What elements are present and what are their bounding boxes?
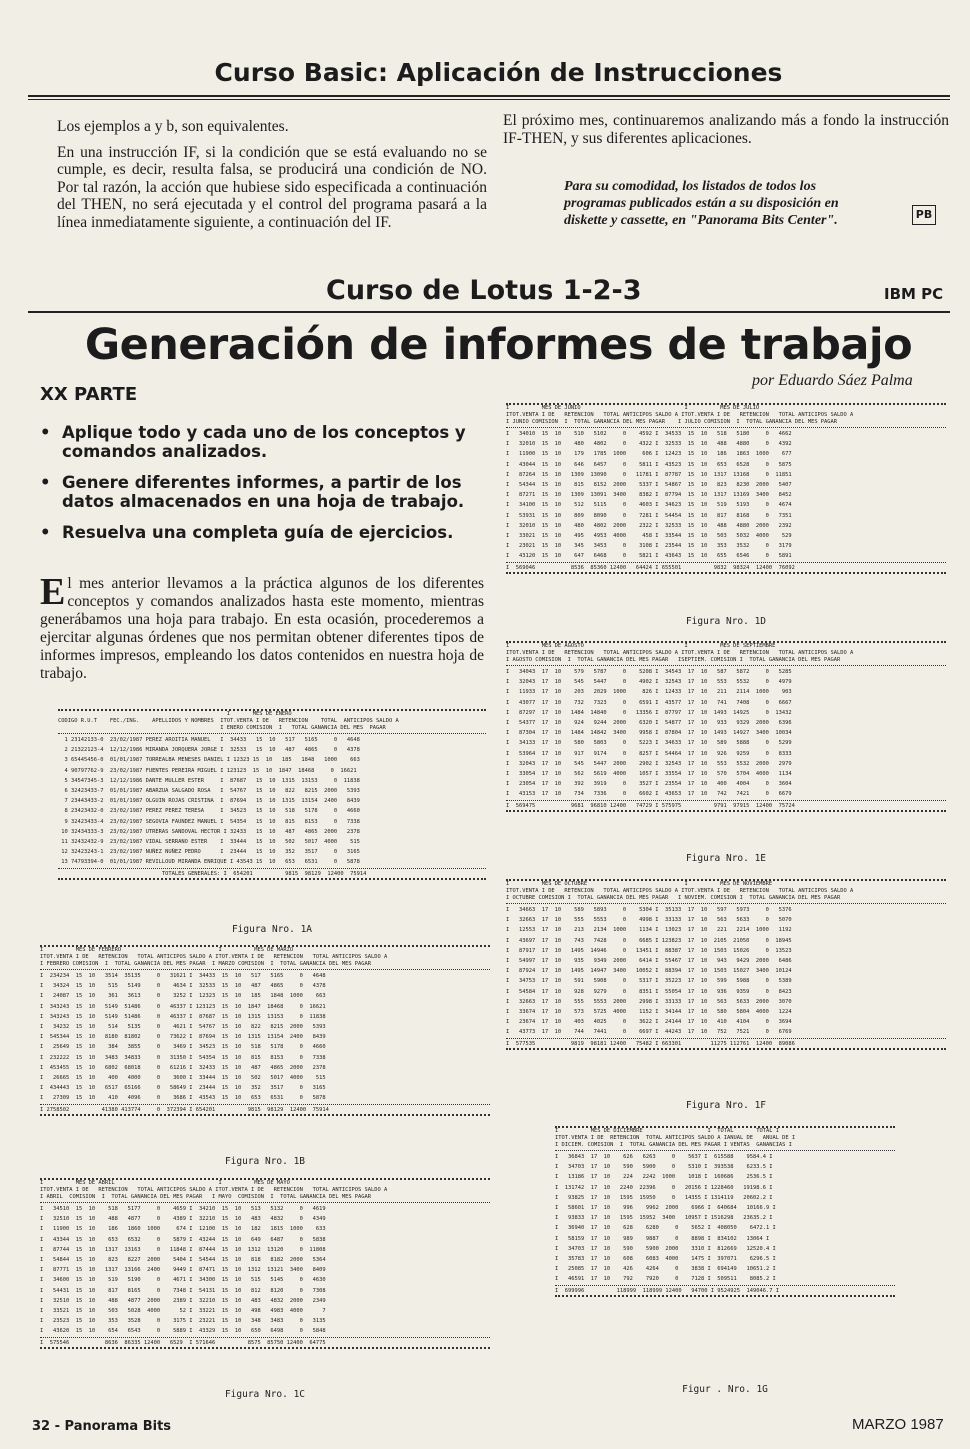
- table-row: I 24087 15 10 361 3613 0 3252 I 12323 15 10 185 1848 1000 663: [40, 993, 326, 1000]
- pb-logo: PB: [912, 205, 936, 225]
- table-row: I 32663 17 10 555 5553 0 4998 I 33133 17 10 563 5633 0 5070: [506, 917, 792, 924]
- table-separator: [555, 1285, 895, 1286]
- table-row: I 87264 15 10 1309 13090 0 11781 I 87787 15 10 1317 13168 0 11851: [506, 471, 792, 478]
- table-row: I 33674 17 10 573 5725 4000 1152 I 34144 17 10 580 5804 4000 1224: [506, 1008, 792, 1015]
- table-header-line: ITOT.VENTA I DE RETENCION TOTAL ANTICIPOS SALDO A ITOT.VENTA I DE RETENCION TOTAL ANTICIPOS SALDO A: [506, 412, 854, 418]
- table-separator: [58, 868, 486, 869]
- table-row: I 53964 17 10 917 9174 0 8257 I 54464 17 10 926 9259 0 8333: [506, 750, 792, 757]
- table-row: I 87297 17 10 1484 14840 0 13356 I 87797 17 10 1493 14925 0 13432: [506, 709, 792, 716]
- table-row: I 34703 17 10 590 5900 0 5310 I 393538 6233.5 I: [555, 1164, 773, 1171]
- table-row: I 58601 17 10 996 9962 2000 6966 I 640684 10166.9 I: [555, 1204, 776, 1211]
- table-header-line: I MES DE DICIEMBRE I TOTAL TOTAL I: [555, 1128, 779, 1134]
- table-row: I 34232 15 10 514 5135 0 4621 I 54767 15 10 822 8215 2000 5393: [40, 1023, 326, 1030]
- table-row: I 54997 17 10 935 9349 2000 6414 I 55467 17 10 943 9429 2000 6486: [506, 957, 792, 964]
- table-row: I 43077 17 10 732 7323 0 6591 I 43577 17 10 741 7408 0 6667: [506, 699, 792, 706]
- basic-left-column: [57, 118, 487, 239]
- table-total-row: I 2758502 41380 413774 0 372394 I 654201 9815 98129 12400 75914: [40, 1107, 329, 1114]
- table-total-row: I 577535 9819 98181 12400 75482 I 663301 11275 112761 12400 89086: [506, 1041, 795, 1048]
- intro-paragraph: [40, 571, 484, 683]
- table-header-line: I MES DE OCTUBRE I MES DE NOVIEMBRE: [506, 881, 773, 887]
- table-separator: [40, 1337, 490, 1338]
- table-row: I 43697 17 10 743 7428 0 6685 I 123823 17 10 2105 21050 0 18945: [506, 937, 792, 944]
- table-separator: [40, 1202, 490, 1203]
- basic-right-paragraph: El próximo mes, continuaremos analizando más a fondo la instrucción IF-THEN, y sus diferentes aplicaciones.: [503, 112, 949, 147]
- bullet-item: • Aplique todo y cada uno de los conceptos y comandos analizados.: [40, 423, 466, 461]
- figure-table-1d: [506, 403, 946, 574]
- table-row: I 34703 17 10 590 5900 2000 3310 I 812669 12520.4 I: [555, 1245, 776, 1252]
- table-row: I 34133 17 10 580 5803 0 5223 I 34633 17 10 589 5888 0 5299: [506, 740, 792, 747]
- table-header-line: I DICIEM. COMISION I TOTAL GANANCIA DEL MES PAGAR I VENTAS GANANCIAS I: [555, 1142, 792, 1148]
- table-row: I 34010 15 10 510 5102 0 4592 I 34533 15 10 518 5180 0 4662: [506, 431, 792, 437]
- table-total-row: I 569046 8536 85360 12400 64424 I 655501 9832 98324 12400 76092: [506, 565, 795, 572]
- figure-table-1e: [506, 641, 946, 812]
- basic-header-rule-bottom: [28, 99, 950, 100]
- table-row: I 36940 17 10 628 6280 0 5652 I 408050 6472.1 I: [555, 1225, 776, 1232]
- bullet-item: • Genere diferentes informes, a partir de los datos almacenados en una hoja de trabajo.: [40, 473, 465, 511]
- table-separator: [40, 969, 490, 970]
- table-row: I 43620 15 10 654 6543 0 5889 I 43329 15 10 650 6498 0 5848: [40, 1328, 326, 1335]
- table-row: I 54344 15 10 815 8152 2000 5337 I 54867 15 10 823 8230 2000 5407: [506, 481, 792, 488]
- table-separator: [506, 800, 946, 801]
- table-row: I 34043 17 10 579 5787 0 5208 I 34543 17 10 587 5872 0 5285: [506, 669, 792, 675]
- intro-text: l mes anterior llevamos a la práctica algunos de los diferentes conceptos y comandos analizados hasta este momento, mientras generábamos una hoja para trabajo. En esta ocasión, procederemos a ejercitar algunas órdenes que nos permitan obtener diferentes tipos de informes impresos, empleando los datos contenidos en nuestra hoja de trabajo.: [40, 575, 484, 682]
- basic-header-rule-top: [28, 95, 950, 97]
- table-row: I 232222 15 10 3483 34833 0 31350 I 54354 15 10 815 8153 0 7338: [40, 1054, 326, 1061]
- table-row: I 23021 15 10 345 3453 0 3108 I 23544 15 10 353 3532 0 3179: [506, 543, 792, 550]
- table-row: 2 21322123-4 12/12/1986 MIRANDA JORQUERA JORGE I 32533 15 10 487 4865 0 4378: [58, 747, 360, 754]
- table-row: I 87924 17 10 1495 14947 3400 10052 I 88394 17 10 1503 15027 3400 10124: [506, 968, 792, 975]
- table-row: I 13186 17 10 224 2242 1000 1018 I 160686 2536.5 I: [555, 1174, 773, 1181]
- diskette-note: Para su comodidad, los listados de todos los programas publicados están a su disposición en diskette y cassette, en "Panorama Bits Center".: [564, 179, 839, 228]
- table-row: I 54431 15 10 817 8165 0 7348 I 54131 15 10 812 8120 0 7308: [40, 1287, 326, 1294]
- table-separator: [58, 733, 486, 734]
- figure-table-1b: [40, 945, 490, 1116]
- table-row: 6 32423433-7 01/01/1987 ABARZUA SALGADO ROSA I 54767 15 10 822 8215 2000 5393: [58, 787, 360, 794]
- lotus-header: Curso de Lotus 1-2-3: [326, 275, 642, 306]
- figure-caption-1b: Figura Nro. 1B: [224, 1156, 306, 1167]
- footer-left: 32 - Panorama Bits: [32, 1419, 172, 1434]
- table-row: I 25085 17 10 426 4264 0 3838 I 694149 10651.2 I: [555, 1266, 776, 1273]
- table-separator: [555, 1150, 895, 1151]
- figure-caption-1d: Figura Nro. 1D: [685, 616, 767, 627]
- table-row: I 36843 17 10 626 6263 0 5637 I 615588 9584.4 I: [555, 1154, 773, 1160]
- table-separator: [506, 903, 946, 904]
- figure-caption-1g: Figur . Nro. 1G: [682, 1384, 768, 1395]
- table-header-line: I OCTUBRE COMISION I TOTAL GANANCIA DEL MES PAGAR I NOVIEM. COMISION I TOTAL GANANCIA DEL MES PAGAR: [506, 895, 841, 901]
- lotus-header-rule: [28, 311, 950, 313]
- table-row: I 545344 15 10 8180 81802 0 73622 I 87694 15 10 1315 13154 2400 8439: [40, 1034, 326, 1041]
- figure-table-1g: [555, 1126, 895, 1297]
- table-row: I 32010 15 10 480 4802 0 4322 I 32533 15 10 488 4880 0 4392: [506, 441, 792, 448]
- table-total-row: I 699996 118999 118999 12400 94700 I 9524925 149046.7 I: [555, 1288, 779, 1295]
- table-row: I 46591 17 10 792 7920 0 7128 I 509511 8085.2 I: [555, 1276, 776, 1283]
- table-row: I 23674 17 10 403 4025 0 3622 I 24144 17 10 410 4104 0 3694: [506, 1019, 792, 1026]
- table-separator: [506, 665, 946, 666]
- author-byline: por Eduardo Sáez Palma: [752, 372, 913, 389]
- table-header-line: I MES DE FEBRERO I MES DE MARZO: [40, 947, 294, 953]
- table-row: I 34600 15 10 519 5190 0 4671 I 34300 15 10 515 5145 0 4630: [40, 1277, 326, 1284]
- table-row: I 234234 15 10 3514 35135 0 31621 I 34433 15 10 517 5165 0 4648: [40, 973, 326, 979]
- table-row: I 33021 15 10 495 4953 4000 458 I 33544 15 10 503 5032 4000 529: [506, 532, 792, 539]
- table-row: I 87771 15 10 1317 13166 2400 9449 I 87471 15 10 1312 13121 3400 8409: [40, 1267, 326, 1274]
- table-row: I 87271 15 10 1309 13091 3400 8382 I 87794 15 10 1317 13169 3400 8452: [506, 492, 792, 499]
- table-row: I 34510 15 10 518 5177 0 4659 I 34210 15 10 513 5132 0 4619: [40, 1206, 326, 1212]
- table-row: I 33521 15 10 503 5028 4000 52 I 33221 15 10 498 4983 4000 7: [40, 1307, 326, 1314]
- table-row: I 27309 15 10 410 4096 0 3686 I 43543 15 10 653 6531 0 5878: [40, 1095, 326, 1102]
- table-row: I 34753 17 10 591 5908 0 5317 I 35223 17 10 599 5988 0 5389: [506, 978, 792, 985]
- table-row: I 32043 17 10 545 5447 0 4902 I 32543 17 10 553 5532 0 4979: [506, 679, 792, 686]
- basic-header: Curso Basic: Aplicación de Instrucciones: [214, 58, 783, 87]
- table-row: I 87304 17 10 1484 14842 3400 9958 I 87804 17 10 1493 14927 3400 10034: [506, 730, 792, 737]
- table-header-line: I MES DE ENERO: [58, 711, 292, 717]
- table-separator: [506, 427, 946, 428]
- table-row: I 43044 15 10 646 6457 0 5811 I 43523 15 10 653 6528 0 5875: [506, 461, 792, 468]
- table-row: 12 32423243-1 23/02/1987 NUÑEZ NUÑEZ PEDRO I 23444 15 10 352 3517 0 3165: [58, 849, 360, 856]
- table-row: 10 32434333-3 23/02/1987 UTRERAS SANDOVAL HECTOR I 32433 15 10 487 4865 2000 2378: [58, 828, 360, 835]
- table-total-row: TOTALES GENERALES: I 654201 9815 98129 12400 75914: [58, 871, 367, 878]
- table-row: I 131742 17 10 2240 22396 0 20156 I 1228460 19198.6 I: [555, 1184, 773, 1191]
- figure-caption-1e: Figura Nro. 1E: [685, 853, 767, 864]
- table-header-line: ITOT.VENTA I DE RETENCION TOTAL ANTICIPOS SALDO A ITOT.VENTA I DE RETENCION TOTAL ANTICIPOS SALDO A: [40, 1187, 388, 1193]
- table-row: 11 32432432-9 23/02/1987 VIDAL SERRANO ESTER I 33444 15 10 502 5017 4000 515: [58, 838, 360, 845]
- drop-cap: E: [40, 571, 66, 613]
- table-row: I 54844 15 10 823 8227 2000 5404 I 54544 15 10 818 8182 2000 5364: [40, 1256, 326, 1263]
- bullet-list: [40, 423, 490, 554]
- table-row: 5 34547345-3 12/12/1986 DANTE MULLER ESTER I 87687 15 10 1315 13153 0 11838: [58, 777, 360, 784]
- table-row: I 32510 15 10 488 4877 2000 2389 I 32210 15 10 483 4832 2000 2349: [40, 1297, 326, 1304]
- table-row: I 43153 17 10 734 7336 0 6602 I 43653 17 10 742 7421 0 6679: [506, 791, 792, 798]
- table-row: I 53931 15 10 809 8090 0 7281 I 54454 15 10 817 8168 0 7351: [506, 512, 792, 519]
- footer-right: MARZO 1987: [852, 1416, 944, 1433]
- table-row: I 54377 17 10 924 9244 2000 6320 I 54877 17 10 933 9329 2000 6396: [506, 719, 792, 726]
- table-header-line: I JUNIO COMISION I TOTAL GANANCIA DEL MES PAGAR I JULIO COMISION I TOTAL GANANCIA DEL MES PAGAR: [506, 419, 838, 425]
- table-header-line: ITOT.VENTA I DE RETENCION TOTAL ANTICIPOS SALDO A ITOT.VENTA I DE RETENCION TOTAL ANTICIPOS SALDO A: [506, 650, 854, 656]
- table-row: 9 32423433-4 23/02/1987 SEGOVIA FAUNDEZ MANUEL I 54354 15 10 815 8153 0 7338: [58, 818, 360, 825]
- table-row: 13 74793394-0 01/01/1987 REVILLOUD MIRANDA ENRIQUE I 43543 15 10 653 6531 0 5878: [58, 859, 360, 866]
- table-header-line: I MES DE JUNIO I MES DE JULIO: [506, 405, 760, 411]
- table-row: I 43773 17 10 744 7441 0 6697 I 44243 17 10 752 7521 0 6769: [506, 1029, 792, 1036]
- table-row: I 32663 17 10 555 5553 2000 2998 I 33133 17 10 563 5633 2000 3070: [506, 998, 792, 1005]
- table-row: 3 65445456-0 01/01/1987 TORREALBA MENESES DANIEL I 12323 15 10 185 1848 1000 663: [58, 757, 360, 764]
- table-row: I 34663 17 10 589 5893 0 5304 I 35133 17 10 597 5973 0 5376: [506, 907, 792, 913]
- table-row: I 23523 15 10 353 3528 0 3175 I 23221 15 10 348 3483 0 3135: [40, 1318, 326, 1325]
- bullet-item: • Resuelva una completa guía de ejercicios.: [40, 523, 454, 542]
- table-total-row: I 569475 9681 96810 12400 74729 I 575975 9791 97915 12400 75724: [506, 803, 795, 810]
- table-header-line: I MES DE ABRIL I MES DE MAYO: [40, 1180, 290, 1186]
- table-row: 7 23443433-2 01/01/1987 OLGUIN ROJAS CRISTINA I 87694 15 10 1315 13154 2400 8439: [58, 798, 360, 805]
- table-row: I 33054 17 10 562 5619 4000 1057 I 33554 17 10 570 5704 4000 1134: [506, 770, 792, 777]
- table-total-row: I 575546 8636 86335 12400 6529 I 571646 8575 85750 12400 64775: [40, 1340, 326, 1347]
- table-row: I 58159 17 10 989 9887 0 8898 I 834102 13064 I: [555, 1235, 770, 1242]
- table-row: I 34324 15 10 515 5149 0 4634 I 32533 15 10 487 4865 0 4378: [40, 983, 326, 990]
- table-row: I 87917 17 10 1495 14946 0 13451 I 88387 17 10 1503 15026 0 13523: [506, 947, 792, 954]
- table-separator: [506, 562, 946, 563]
- table-row: 8 23423432-0 23/02/1987 PEREZ PEREZ TERESA I 34523 15 10 518 5178 0 4660: [58, 808, 360, 815]
- table-row: I 343243 15 10 5149 51486 0 46337 I 123123 15 10 1847 18468 0 16621: [40, 1003, 326, 1010]
- table-row: I 87744 15 10 1317 13163 0 11848 I 87444 15 10 1312 13120 0 11808: [40, 1246, 326, 1253]
- table-separator: [506, 1038, 946, 1039]
- table-header-line: I ENERO COMISION I TOTAL GANANCIA DEL MES PAGAR: [58, 725, 386, 731]
- table-row: I 26665 15 10 400 4000 0 3600 I 33444 15 10 502 5017 4000 515: [40, 1074, 326, 1081]
- figure-table-1a: [58, 709, 486, 880]
- table-row: I 11933 17 10 203 2029 1000 826 I 12433 17 10 211 2114 1000 903: [506, 689, 792, 696]
- part-label: XX PARTE: [40, 384, 138, 405]
- table-row: I 93825 17 10 1595 15950 0 14355 I 1314119 20602.2 I: [555, 1194, 773, 1201]
- ibm-pc-label: IBM PC: [884, 285, 944, 303]
- figure-caption-1a: Figura Nro. 1A: [231, 924, 313, 935]
- table-header-line: ITOT.VENTA I DE RETENCION TOTAL ANTICIPOS SALDO A IANUAL DE ANUAL DE I: [555, 1135, 796, 1141]
- basic-paragraph-2: En una instrucción IF, si la condición que se está evaluando no se cumple, es decir, resulta falsa, se producirá una condición de NO. Por tal razón, la acción que hubiese sido especificada a continuación del THEN, no será ejecutada y el control del programa pasará a la línea inmediatamente siguiente, a continuación del IF.: [57, 143, 487, 231]
- table-header-line: CODIGO R.U.T FEC./ING. APELLIDOS Y NOMBRES ITOT.VENTA I DE RETENCION TOTAL ANTICIPOS SALDO A: [58, 718, 399, 724]
- table-row: I 93833 17 10 1595 15952 3400 10957 I 1516298 23635.2 I: [555, 1215, 773, 1222]
- table-row: I 11900 15 10 186 1860 1000 674 I 12100 15 10 182 1815 1000 633: [40, 1226, 326, 1233]
- figure-table-1c: [40, 1178, 490, 1349]
- table-header-line: ITOT.VENTA I DE RETENCION TOTAL ANTICIPOS SALDO A ITOT.VENTA I DE RETENCION TOTAL ANTICIPOS SALDO A: [40, 954, 388, 960]
- table-row: I 12553 17 10 213 2134 1000 1134 I 13023 17 10 221 2214 1000 1192: [506, 927, 792, 934]
- table-row: 1 23142133-0 23/02/1987 PEREZ AROITIA MANUEL I 34433 15 10 517 5165 0 4648: [58, 737, 360, 743]
- table-row: I 11900 15 10 179 1785 1000 606 I 12423 15 10 186 1863 1000 677: [506, 451, 792, 458]
- main-title: Generación de informes de trabajo: [84, 320, 913, 370]
- table-row: I 25649 15 10 384 3855 0 3469 I 34523 15 10 518 5178 0 4660: [40, 1044, 326, 1051]
- table-row: I 32010 15 10 480 4802 2000 2322 I 32533 15 10 488 4880 2000 2392: [506, 522, 792, 529]
- table-row: I 54584 17 10 928 9279 0 8351 I 55054 17 10 936 9359 0 8423: [506, 988, 792, 995]
- table-row: I 343243 15 10 5149 51486 0 46337 I 87687 15 10 1315 13153 0 11838: [40, 1013, 326, 1020]
- table-row: I 43120 15 10 647 6468 0 5821 I 43643 15 10 655 6546 0 5891: [506, 553, 792, 560]
- table-header-line: ITOT.VENTA I DE RETENCION TOTAL ANTICIPOS SALDO A ITOT.VENTA I DE RETENCION TOTAL ANTICIPOS SALDO A: [506, 888, 854, 894]
- table-row: I 453455 15 10 6802 68018 0 61216 I 32433 15 10 487 4865 2000 2378: [40, 1064, 326, 1071]
- table-row: I 32510 15 10 488 4877 0 4389 I 32210 15 10 483 4832 0 4349: [40, 1216, 326, 1223]
- table-header-line: I ABRIL COMISION I TOTAL GANANCIA DEL MES PAGAR I MAYO COMISION I TOTAL GANANCIA DEL MES PAGAR: [40, 1194, 372, 1200]
- table-row: I 32043 17 10 545 5447 2000 2902 I 32543 17 10 553 5532 2000 2979: [506, 760, 792, 767]
- basic-paragraph-1: Los ejemplos a y b, son equivalentes.: [57, 118, 289, 135]
- table-row: I 43344 15 10 653 6532 0 5879 I 43244 15 10 649 6487 0 5838: [40, 1236, 326, 1243]
- table-header-line: I AGOSTO COMISION I TOTAL GANANCIA DEL MES PAGAR ISEPTIEM. COMISION I TOTAL GANANCIA DEL MES PAGAR: [506, 657, 841, 663]
- table-header-line: I FEBRERO COMISION I TOTAL GANANCIA DEL MES PAGAR I MARZO COMISION I TOTAL GANANCIA DEL MES PAGAR: [40, 961, 372, 967]
- table-row: I 23054 17 10 392 3919 0 3527 I 23554 17 10 400 4004 0 3604: [506, 781, 792, 788]
- table-header-line: I MES DE AGOSTO I MES DE SEPTIEMBRE: [506, 643, 776, 649]
- table-row: I 34100 15 10 512 5115 0 4603 I 34623 15 10 519 5193 0 4674: [506, 502, 792, 509]
- table-row: 4 90797762-9 23/02/1987 FUENTES PEREIRA MIGUEL I 123123 15 10 1847 18468 0 16621: [58, 767, 357, 774]
- figure-caption-1c: Figura Nro. 1C: [224, 1389, 306, 1400]
- figure-caption-1f: Figura Nro. 1F: [685, 1100, 767, 1111]
- table-row: I 35783 17 10 608 6083 4000 1475 I 397071 6296.5 I: [555, 1255, 776, 1262]
- table-separator: [40, 1104, 490, 1105]
- figure-table-1f: [506, 879, 946, 1050]
- table-row: I 434443 15 10 6517 65166 0 58649 I 23444 15 10 352 3517 0 3165: [40, 1085, 326, 1092]
